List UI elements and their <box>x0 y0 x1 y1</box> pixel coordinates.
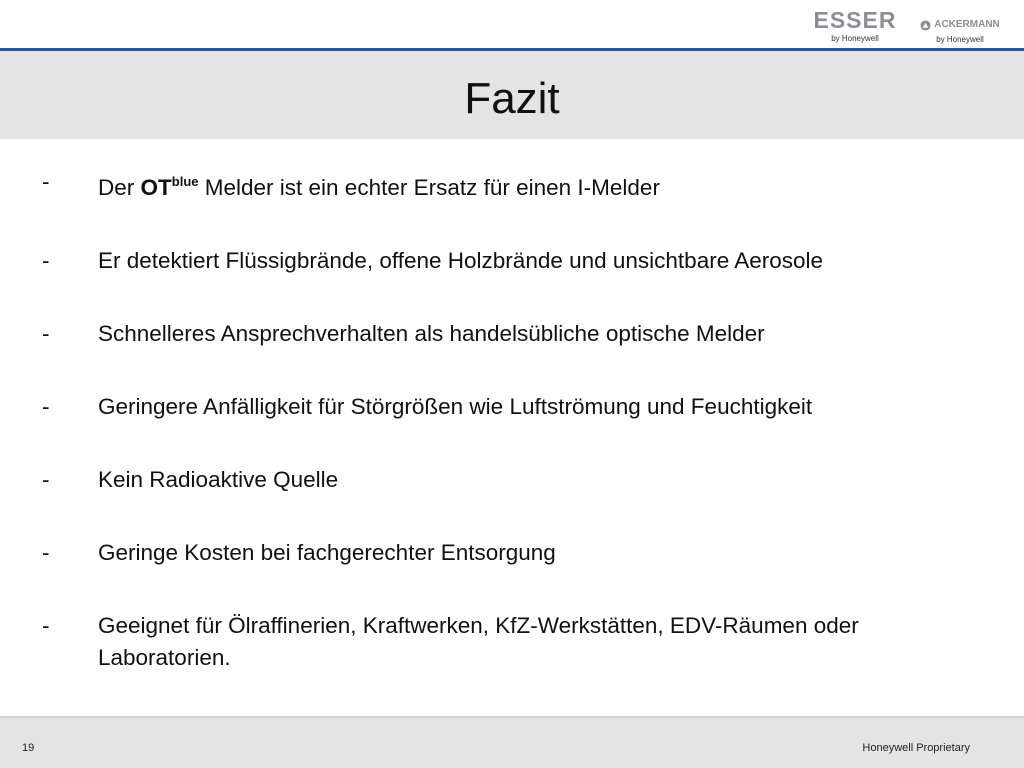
bullet-text: Er detektiert Flüssigbrände, offene Holzbrände und unsichtbare Aerosole <box>98 248 824 273</box>
esser-logo-sub: by Honeywell <box>831 34 879 43</box>
bullet-dash: - <box>42 169 50 194</box>
ackermann-logo-sub: by Honeywell <box>936 35 984 44</box>
bullet-item <box>42 464 982 496</box>
bullet-item <box>42 166 982 204</box>
bullet-item <box>42 391 982 423</box>
bullet-item <box>42 318 982 350</box>
bullet-dash: - <box>42 467 50 492</box>
bullet-item <box>42 537 982 569</box>
bullet-dash: - <box>42 321 50 346</box>
page-number: 19 <box>22 742 35 754</box>
bullet-text <box>98 166 982 204</box>
bullet-text: Geringere Anfälligkeit für Störgrößen wie Luftströmung und Feuchtigkeit <box>98 394 813 419</box>
bullet-text: Geeignet für Ölraffinerien, Kraftwerken, KfZ-Werkstätten, EDV-Räumen oder Laboratorien. <box>98 613 859 670</box>
bullet-item <box>42 610 982 674</box>
title-band <box>0 51 1024 139</box>
bullet-dash: - <box>42 394 50 419</box>
bullet-dash: - <box>42 613 50 638</box>
bullet-prefix: Der <box>98 175 141 200</box>
bullet-dash: - <box>42 540 50 565</box>
ackermann-emblem-icon <box>920 20 931 31</box>
footer-label: Honeywell Proprietary <box>862 742 970 754</box>
esser-logo-mark: ESSER <box>813 7 897 33</box>
esser-logo <box>810 8 900 44</box>
ackermann-logo-mark: ACKERMANN <box>934 19 1000 30</box>
slide-title: Fazit <box>464 74 560 123</box>
product-brand-sup: blue <box>171 174 199 189</box>
bullet-list <box>42 166 982 674</box>
bullet-item <box>42 245 982 277</box>
bullet-suffix: Melder ist ein echter Ersatz für einen I-Melder <box>198 175 660 200</box>
product-brand: $OT^{blue}$ <box>140 174 199 200</box>
bullet-text: Kein Radioaktive Quelle <box>98 467 339 492</box>
bullet-text: Schnelleres Ansprechverhalten als handelsübliche optische Melder <box>98 321 765 346</box>
bullet-text: Geringe Kosten bei fachgerechter Entsorgung <box>98 540 556 565</box>
ackermann-logo <box>920 18 1000 45</box>
bullet-dash: - <box>42 248 50 273</box>
